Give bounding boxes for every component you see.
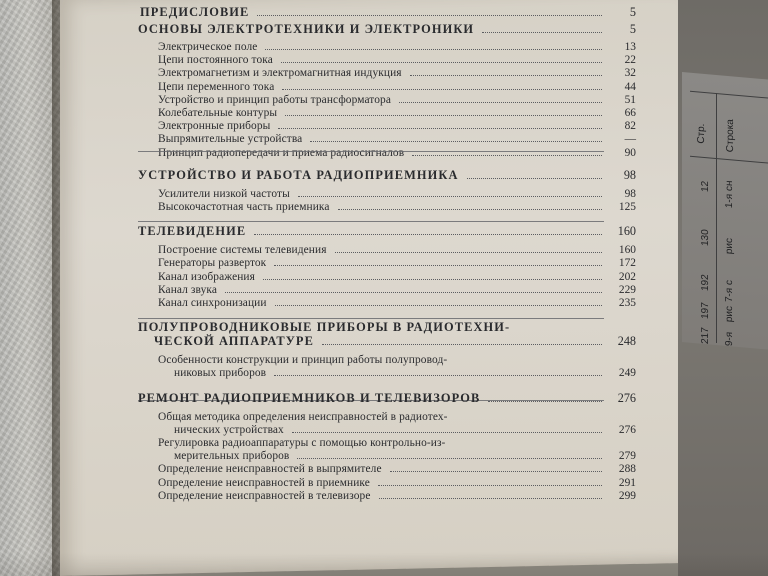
toc-page-number: 288 (618, 463, 636, 476)
errata-row-line: рис (724, 237, 735, 255)
toc-leader-dots (467, 178, 602, 179)
toc-subsection (158, 188, 636, 201)
toc-title: ОСНОВЫ ЭЛЕКТРОТЕХНИКИ И ЭЛЕКТРОНИКИ (138, 22, 475, 36)
toc-leader-dots (378, 485, 602, 486)
section-divider (138, 318, 604, 319)
toc-subsection-continuation (158, 450, 636, 463)
toc-title: РЕМОНТ РАДИОПРИЕМНИКОВ И ТЕЛЕВИЗОРОВ (138, 390, 481, 405)
toc-leader-dots (263, 279, 602, 280)
toc-subsection (158, 94, 636, 107)
toc-section-semiconductors (138, 320, 636, 334)
toc-subsection (158, 41, 636, 54)
toc-title: Цепи постоянного тока (158, 54, 273, 67)
toc-leader-dots (292, 432, 602, 433)
toc-title: Принцип радиопередачи и приема радиосигналов (158, 146, 405, 159)
toc-section-tv (138, 224, 636, 238)
toc-title: Электромагнетизм и электромагнитная индукция (158, 67, 402, 80)
toc-page-number: 160 (618, 244, 636, 257)
toc-title: Высокочастотная часть приемника (158, 201, 330, 214)
toc-title: Определение неисправностей в телевизоре (158, 489, 371, 502)
toc-section-repair (138, 391, 636, 405)
errata-row-page: 217 (700, 326, 711, 345)
errata-row-line: рис (724, 305, 735, 323)
toc-title: мерительных приборов (174, 450, 290, 463)
errata-row-page: 12 (700, 180, 711, 193)
bottom-shadow (0, 552, 768, 576)
toc-page-number: 98 (624, 187, 636, 200)
toc-leader-dots (265, 49, 602, 50)
toc-page-number: 82 (624, 120, 636, 133)
toc-subsection (158, 133, 636, 146)
toc-section-semiconductors-continuation (138, 334, 636, 348)
errata-row-line: 7-я с (724, 279, 735, 303)
errata-column-divider (716, 93, 717, 343)
toc-page-number: 98 (623, 167, 636, 182)
toc-leader-dots (274, 265, 602, 266)
toc-subsection (158, 107, 636, 120)
toc-page-number: 13 (624, 41, 636, 53)
toc-page-number: 276 (618, 423, 636, 436)
toc-subsection (158, 54, 636, 67)
toc-leader-dots (390, 471, 602, 472)
toc-title: Построение системы телевидения (158, 244, 327, 257)
errata-card (682, 72, 768, 350)
toc-section-preface (140, 5, 636, 19)
errata-header-line: Строка (725, 118, 736, 153)
toc-leader-dots (410, 75, 602, 76)
toc-subsection (158, 490, 636, 503)
toc-page-number: 235 (618, 297, 636, 310)
toc-page-number: 229 (618, 283, 636, 296)
toc-subsection-continuation (158, 424, 636, 437)
toc-subsection (158, 411, 636, 424)
toc-leader-dots (278, 128, 602, 129)
toc-leader-dots (379, 498, 603, 499)
toc-page-number: 5 (629, 22, 636, 36)
toc-leader-dots (488, 401, 602, 402)
toc-leader-dots (285, 115, 602, 116)
toc-title: Колебательные контуры (158, 107, 278, 120)
toc-page-number: 90 (624, 146, 636, 159)
toc-leader-dots (275, 305, 602, 306)
toc-title: ПОЛУПРОВОДНИКОВЫЕ ПРИБОРЫ В РАДИОТЕХНИ- (138, 320, 511, 335)
toc-leader-dots (282, 89, 602, 90)
toc-title: нических устройствах (174, 423, 284, 436)
toc-title: Регулировка радиоаппаратуры с помощью контрольно-из- (158, 437, 446, 450)
toc-title: УСТРОЙСТВО И РАБОТА РАДИОПРИЕМНИКА (138, 167, 459, 182)
toc-page-number: 299 (618, 489, 636, 502)
toc-subsection (158, 437, 636, 450)
toc-page-number: 276 (617, 390, 636, 405)
toc-leader-dots (298, 196, 602, 197)
toc-subsection (158, 81, 636, 94)
toc-title: Цепи переменного тока (158, 80, 275, 93)
errata-row-line: 9-я (724, 331, 735, 347)
toc-page-number: 66 (624, 107, 636, 120)
toc-title: Канал изображения (158, 270, 255, 283)
toc-page-number: 44 (624, 80, 636, 93)
toc-page-number: 249 (618, 367, 636, 380)
toc-page-number: 279 (618, 450, 636, 463)
section-divider (138, 151, 604, 152)
toc-title: Выпрямительные устройства (158, 133, 303, 146)
toc-leader-dots (482, 32, 602, 33)
toc-title: ЧЕСКОЙ АППАРАТУРЕ (154, 334, 314, 349)
toc-title: Устройство и принцип работы трансформатора (158, 93, 391, 106)
toc-leader-dots (335, 252, 602, 253)
toc-subsection (158, 201, 636, 214)
toc-subsection (158, 67, 636, 80)
errata-row-page: 197 (700, 301, 711, 320)
toc-leader-dots (412, 155, 602, 156)
toc-title: никовых приборов (174, 367, 267, 380)
toc-page-number: 160 (617, 224, 636, 239)
toc-page-number: 202 (618, 270, 636, 283)
toc-leader-dots (322, 344, 602, 345)
toc-title: Особенности конструкции и принцип работы полупровод- (158, 354, 448, 367)
toc-subsection (158, 477, 636, 490)
spacer (138, 160, 636, 168)
toc-title: Канал звука (158, 283, 217, 296)
errata-row-line: 1-я сн (724, 180, 735, 209)
toc-subsection-continuation (158, 367, 636, 380)
toc-title: Общая методика определения неисправностей в радиотех- (158, 410, 448, 423)
table-of-contents (138, 5, 636, 503)
toc-title: Электронные приборы (158, 120, 271, 133)
toc-title: Канал синхронизации (158, 297, 267, 310)
toc-page-number: 32 (624, 67, 636, 80)
toc-leader-dots (338, 209, 602, 210)
toc-leader-dots (281, 62, 602, 63)
toc-title: Генераторы разверток (158, 257, 267, 270)
toc-title: Электрическое поле (158, 41, 258, 53)
toc-subsection (158, 147, 636, 160)
errata-header-divider (690, 156, 768, 164)
toc-section-basics (138, 22, 636, 36)
toc-leader-dots (297, 458, 602, 459)
toc-subsection (158, 463, 636, 476)
toc-page-number: 51 (624, 93, 636, 106)
toc-subsection (158, 257, 636, 270)
toc-leader-dots (274, 375, 602, 376)
toc-leader-dots (254, 234, 602, 235)
errata-row-page: 192 (700, 273, 711, 292)
toc-title: Определение неисправностей в приемнике (158, 476, 370, 489)
toc-leader-dots (310, 141, 602, 142)
toc-leader-dots (399, 102, 602, 103)
toc-subsection (158, 354, 636, 367)
toc-title: ПРЕДИСЛОВИЕ (140, 5, 250, 19)
errata-top-rule (690, 91, 768, 99)
toc-leader-dots (225, 292, 602, 293)
toc-subsection (158, 297, 636, 310)
toc-subsection (158, 284, 636, 297)
spacer (138, 381, 636, 391)
toc-title: Усилители низкой частоты (158, 187, 290, 200)
toc-page-number: 248 (617, 334, 636, 349)
toc-title: Определение неисправностей в выпрямителе (158, 463, 382, 476)
section-divider (138, 221, 604, 222)
toc-page-number: 125 (618, 201, 636, 214)
toc-title: ТЕЛЕВИДЕНИЕ (138, 224, 247, 239)
errata-row-page: 130 (700, 228, 711, 247)
toc-page-number: 291 (618, 476, 636, 489)
toc-page-number: — (624, 133, 636, 146)
toc-section-receiver (138, 168, 636, 182)
errata-header-page: Стр. (696, 123, 707, 145)
spacer (138, 214, 636, 224)
toc-subsection (158, 244, 636, 257)
toc-leader-dots (257, 15, 602, 16)
toc-page-number: 5 (629, 5, 636, 19)
toc-page-number: 22 (624, 54, 636, 67)
toc-subsection (158, 120, 636, 133)
toc-subsection (158, 271, 636, 284)
toc-page-number: 172 (618, 257, 636, 270)
